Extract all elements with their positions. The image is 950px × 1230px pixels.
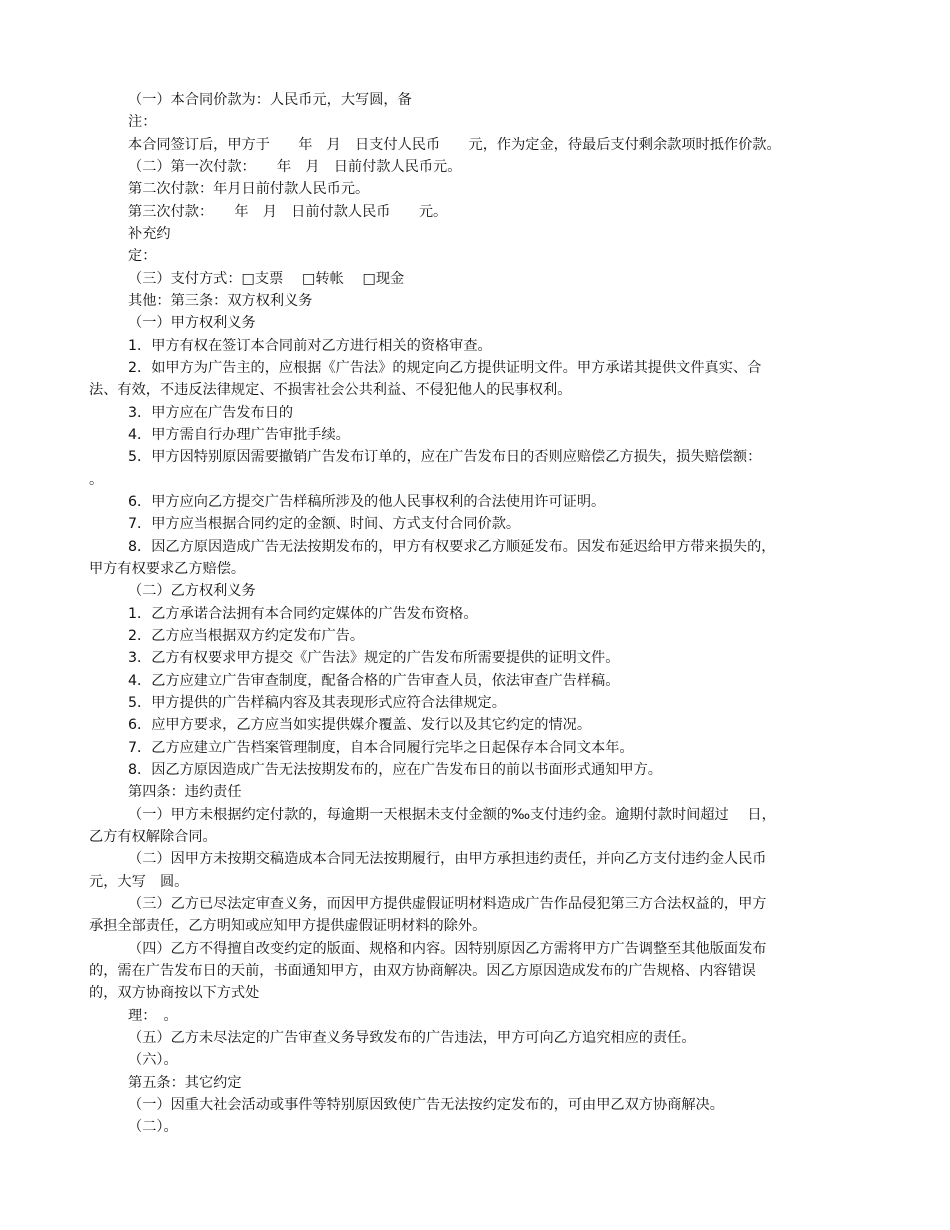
party-b-item-3: 3．乙方有权要求甲方提交《广告法》规定的广告发布所需要提供的证明文件。 bbox=[128, 650, 620, 666]
breach-clause-2-cont: 元，大写 圆。 bbox=[89, 874, 189, 890]
breach-clause-4-cont-2: 的，双方协商按以下方式处 bbox=[89, 985, 260, 1001]
supplement-label: 补充约 bbox=[128, 226, 171, 242]
note-label: 注： bbox=[128, 114, 157, 130]
breach-clause-3-cont: 承担全部责任，乙方明知或应知甲方提供虚假证明材料的除外。 bbox=[89, 918, 487, 934]
payment-method: （三）支付方式：□支票 □转帐 □现金 bbox=[128, 271, 405, 287]
party-a-item-2-cont: 法、有效，不违反法律规定、不损害社会公共利益、不侵犯他人的民事权利。 bbox=[89, 382, 572, 398]
breach-clause-1: （一）甲方未根据约定付款的，每逾期一天根据未支付金额的‰支付违约金。逾期付款时间超过 日， bbox=[128, 807, 776, 823]
party-a-item-2: 2．如甲方为广告主的，应根据《广告法》的规定向乙方提供证明文件。甲方承诺其提供文件真实、合 bbox=[128, 360, 762, 376]
second-payment: 第二次付款：年月日前付款人民币元。 bbox=[128, 181, 370, 197]
party-a-item-8: 8．因乙方原因造成广告无法按期发布的，甲方有权要求乙方顺延发布。因发布延迟给甲方带来损失的， bbox=[128, 539, 776, 555]
breach-clause-4-cont: 的，需在广告发布日的天前，书面通知甲方，由双方协商解决。因乙方原因造成发布的广告规格、内容错误 bbox=[89, 963, 756, 979]
breach-clause-5: （五）乙方未尽法定的广告审查义务导致发布的广告违法，甲方可向乙方追究相应的责任。 bbox=[128, 1030, 696, 1046]
party-a-item-6: 6．甲方应向乙方提交广告样稿所涉及的他人民事权利的合法使用许可证明。 bbox=[128, 494, 606, 510]
party-a-item-4: 4．甲方需自行办理广告审批手续。 bbox=[128, 427, 350, 443]
party-b-item-8: 8．因乙方原因造成广告无法按期发布的，应在广告发布日的前以书面形式通知甲方。 bbox=[128, 762, 662, 778]
party-b-item-6: 6．应甲方要求，乙方应当如实提供媒介覆盖、发行以及其它约定的情况。 bbox=[128, 717, 592, 733]
party-a-item-1: 1．甲方有权在签订本合同前对乙方进行相关的资格审查。 bbox=[128, 338, 492, 354]
party-a-item-3: 3．甲方应在广告发布日的 bbox=[128, 405, 294, 421]
party-a-item-5: 5．甲方因特别原因需要撤销广告发布订单的，应在广告发布日的否则应赔偿乙方损失，损失赔偿额： bbox=[128, 449, 762, 465]
breach-clause-4: （四）乙方不得擅自改变约定的版面、规格和内容。因特别原因乙方需将甲方广告调整至其他版面发布 bbox=[128, 941, 767, 957]
breach-clause-2: （二）因甲方未按期交稿造成本合同无法按期履行，由甲方承担违约责任，并向乙方支付违约金人民币 bbox=[128, 851, 767, 867]
party-b-item-2: 2．乙方应当根据双方约定发布广告。 bbox=[128, 628, 365, 644]
deposit-text: 本合同签订后，甲方于 年 月 日支付人民币 元，作为定金，待最后支付剩余款项时抵作价款。 bbox=[128, 137, 781, 153]
party-a-item-8-cont: 甲方有权要求乙方赔偿。 bbox=[89, 561, 246, 577]
breach-clause-4-cont-3: 理： 。 bbox=[128, 1008, 178, 1024]
party-b-item-5: 5．甲方提供的广告样稿内容及其表现形式应符合法律规定。 bbox=[128, 695, 506, 711]
party-a-item-7: 7．甲方应当根据合同约定的金额、时间、方式支付合同价款。 bbox=[128, 516, 521, 532]
party-b-item-7: 7．乙方应建立广告档案管理制度，自本合同履行完毕之日起保存本合同文本年。 bbox=[128, 740, 634, 756]
third-payment: 第三次付款： 年 月 日前付款人民币 元。 bbox=[128, 204, 448, 220]
supplement-label-cont: 定： bbox=[128, 248, 157, 264]
first-payment: （二）第一次付款： 年 月 日前付款人民币元。 bbox=[128, 159, 462, 175]
party-b-item-1: 1．乙方承诺合法拥有本合同约定媒体的广告发布资格。 bbox=[128, 606, 478, 622]
other-clause-2: （二）。 bbox=[128, 1119, 178, 1135]
party-b-item-4: 4．乙方应建立广告审查制度，配备合格的广告审查人员，依法审查广告样稿。 bbox=[128, 673, 620, 689]
party-b-heading: （二）乙方权利义务 bbox=[128, 583, 256, 599]
other-clause-1: （一）因重大社会活动或事件等特别原因致使广告无法按约定发布的，可由甲乙双方协商解决。 bbox=[128, 1097, 724, 1113]
article-three-heading: 其他：第三条：双方权利义务 bbox=[128, 293, 313, 309]
party-a-heading: （一）甲方权利义务 bbox=[128, 315, 256, 331]
article-five-heading: 第五条：其它约定 bbox=[128, 1075, 242, 1091]
party-a-item-5-cont: 。 bbox=[89, 472, 104, 488]
breach-clause-1-cont: 乙方有权解除合同。 bbox=[89, 829, 217, 845]
breach-clause-6: （六）。 bbox=[128, 1052, 178, 1068]
article-four-heading: 第四条：违约责任 bbox=[128, 784, 242, 800]
breach-clause-3: （三）乙方已尽法定审查义务，而因甲方提供虚假证明材料造成广告作品侵犯第三方合法权益的，甲方 bbox=[128, 896, 767, 912]
clause-price: （一）本合同价款为：人民币元，大写圆，备 bbox=[128, 92, 412, 108]
